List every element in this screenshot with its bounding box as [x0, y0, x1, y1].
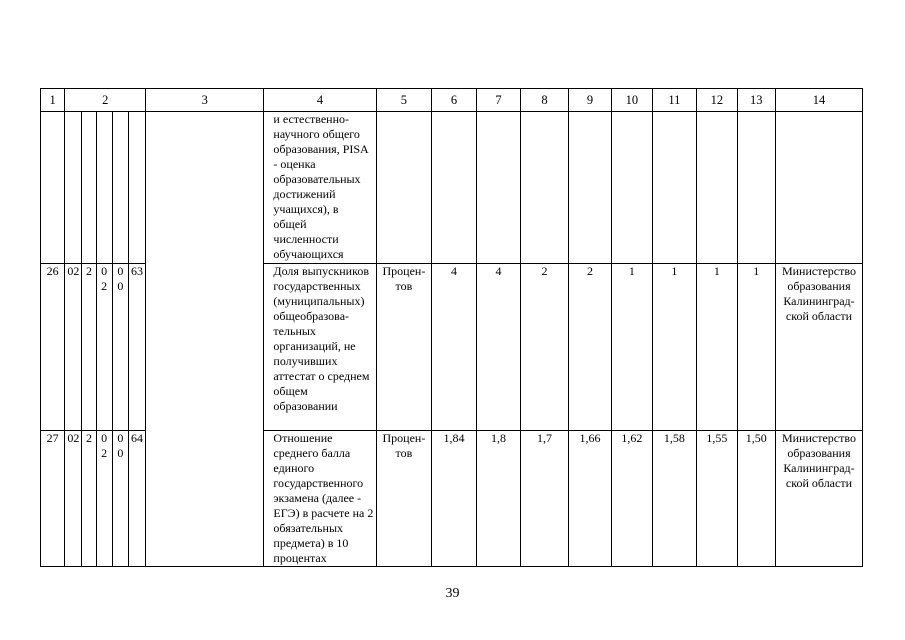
indicator-continuation: и естественно-научного общего образования, PISA - оценка образовательных достижений учащихся), в общей численности обучающихся	[264, 112, 376, 264]
value-cell: 1	[697, 264, 737, 431]
code-cell: 00	[112, 264, 128, 431]
code-cell: 02	[96, 431, 112, 567]
value-cell: 1,7	[521, 431, 569, 567]
header-cell: 11	[652, 89, 696, 112]
code-cell: 26	[41, 264, 65, 431]
header-cell: 5	[376, 89, 432, 112]
header-cell: 14	[775, 89, 862, 112]
value-cell: 1	[612, 264, 652, 431]
code-cell: 02	[65, 264, 82, 431]
code-cell: 63	[128, 264, 145, 431]
responsible-cell: Министерство образования Калининград-ской области	[775, 264, 862, 431]
indicators-table	[40, 88, 863, 567]
header-cell: 12	[697, 89, 737, 112]
header-cell: 3	[146, 89, 264, 112]
continuation-row	[41, 112, 863, 264]
code-cell: 64	[128, 431, 145, 567]
code-cell: 27	[41, 431, 65, 567]
code-cell: 02	[65, 431, 82, 567]
value-cell: 1,66	[568, 431, 611, 567]
value-cell: 1,84	[432, 431, 476, 567]
column-3-empty	[146, 112, 264, 567]
value-cell: 1	[652, 264, 696, 431]
header-cell: 9	[568, 89, 611, 112]
header-cell: 8	[521, 89, 569, 112]
code-cell: 2	[82, 431, 96, 567]
header-cell: 7	[476, 89, 520, 112]
value-cell: 1,8	[476, 431, 520, 567]
header-cell: 10	[612, 89, 652, 112]
header-cell: 4	[264, 89, 376, 112]
value-cell: 4	[476, 264, 520, 431]
header-cell: 2	[65, 89, 146, 112]
value-cell: 2	[568, 264, 611, 431]
value-cell: 1,50	[737, 431, 775, 567]
value-cell: 2	[521, 264, 569, 431]
value-cell: 1	[737, 264, 775, 431]
header-cell: 1	[41, 89, 65, 112]
page-number: 39	[445, 586, 460, 601]
value-cell: 1,62	[612, 431, 652, 567]
code-cell: 2	[82, 264, 96, 431]
code-cell: 00	[112, 431, 128, 567]
unit-cell: Процен-тов	[376, 264, 432, 431]
code-cell: 02	[96, 264, 112, 431]
indicator-name: Отношение среднего балла единого государственного экзамена (далее - ЕГЭ) в расчете на 2 обязательных предмета) в 10 процентах	[264, 431, 376, 567]
header-row	[41, 89, 863, 112]
indicator-name: Доля выпускников государственных (муниципальных) общеобразова-тельных организаций, не получивших аттестат о среднем общем образовании	[264, 264, 376, 431]
header-cell: 13	[737, 89, 775, 112]
responsible-cell: Министерство образования Калининград-ской области	[775, 431, 862, 567]
value-cell: 1,55	[697, 431, 737, 567]
value-cell: 4	[432, 264, 476, 431]
header-cell: 6	[432, 89, 476, 112]
unit-cell: Процен-тов	[376, 431, 432, 567]
value-cell: 1,58	[652, 431, 696, 567]
